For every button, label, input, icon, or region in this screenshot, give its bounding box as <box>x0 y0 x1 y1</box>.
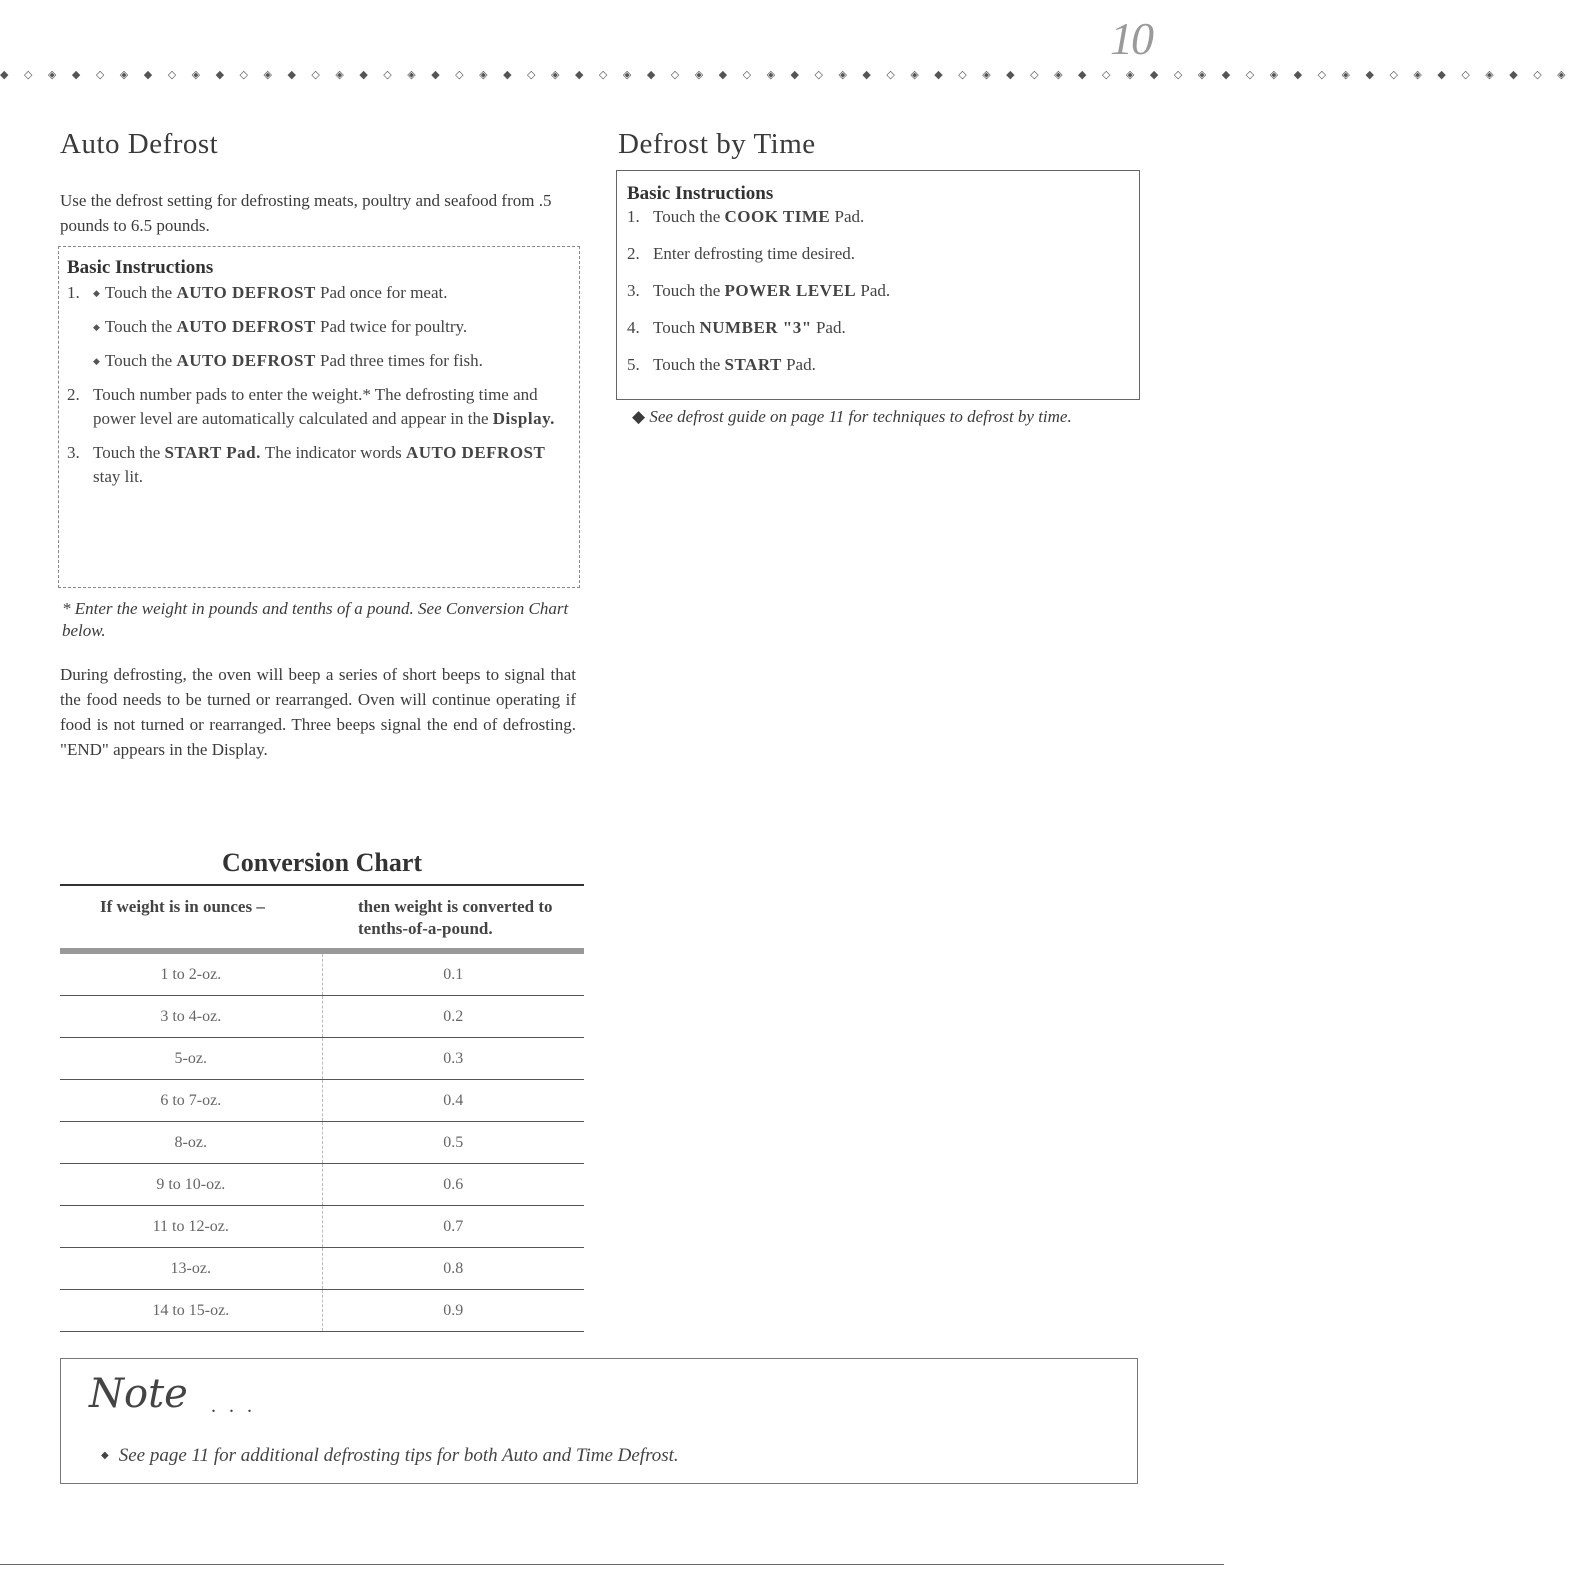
step-number: 4. <box>627 318 640 337</box>
auto-defrost-step-3 <box>67 441 569 489</box>
step-body <box>653 353 816 377</box>
pounds-cell: 0.3 <box>322 1038 584 1080</box>
defrost-by-time-steps <box>627 205 1129 377</box>
pad-name: AUTO DEFROST <box>176 317 316 336</box>
step-text: Touch <box>653 318 700 337</box>
table-row <box>60 1038 584 1080</box>
table-row <box>60 1248 584 1290</box>
step-text: Touch the <box>104 351 177 370</box>
pad-name: START Pad. <box>164 443 261 462</box>
pounds-cell: 0.6 <box>322 1164 584 1206</box>
pad-name: AUTO DEFROST <box>176 351 316 370</box>
note-box <box>60 1358 1138 1484</box>
table-row <box>60 951 584 996</box>
auto-defrost-instructions-box <box>58 246 580 588</box>
note-dots: . . . <box>211 1395 256 1417</box>
auto-defrost-step-2 <box>67 383 569 431</box>
defrost-by-time-instructions-box <box>616 170 1140 400</box>
step-text: Touch the <box>104 317 177 336</box>
step-number: 2. <box>67 385 80 404</box>
step-number: 5. <box>627 355 640 374</box>
step-text: Pad three times for fish. <box>315 351 483 370</box>
ounces-cell: 9 to 10-oz. <box>60 1164 322 1206</box>
page-number: 10 <box>1110 13 1152 64</box>
pad-name: COOK TIME <box>724 207 831 226</box>
step-text: stay lit. <box>93 467 144 486</box>
step-text: Pad. <box>830 207 865 226</box>
step-number: 3. <box>67 443 80 462</box>
conversion-header-pounds: then weight is converted to tenths-of-a-pound. <box>322 885 584 951</box>
step-body <box>93 441 569 489</box>
ounces-cell: 13-oz. <box>60 1248 322 1290</box>
defrost-by-time-step <box>627 205 1129 229</box>
bottom-rule <box>0 1564 1224 1565</box>
step-text: Pad once for meat. <box>315 283 448 302</box>
pad-name: POWER LEVEL <box>724 281 857 300</box>
step-text: Touch the <box>104 283 177 302</box>
table-row <box>60 996 584 1038</box>
defrost-by-time-step <box>627 279 1129 303</box>
auto-defrost-title: Auto Defrost <box>60 128 219 160</box>
pounds-cell: 0.8 <box>322 1248 584 1290</box>
conversion-chart-header-row <box>60 885 584 951</box>
conversion-chart-title: Conversion Chart <box>221 848 423 877</box>
ounces-cell: 6 to 7-oz. <box>60 1080 322 1122</box>
step-body <box>93 383 569 431</box>
step-text: The indicator words <box>260 443 406 462</box>
step-body <box>653 316 846 340</box>
step-text: Touch the <box>93 443 165 462</box>
pounds-cell: 0.7 <box>322 1206 584 1248</box>
step-text: Pad. <box>781 355 816 374</box>
conversion-chart-table <box>60 884 584 1332</box>
step-body <box>93 281 483 373</box>
defrost-by-time-box-title: Basic Instructions <box>627 183 774 204</box>
conversion-chart-body <box>60 951 584 1332</box>
step-body <box>653 242 855 266</box>
auto-defrost-steps <box>67 281 569 489</box>
table-row <box>60 1164 584 1206</box>
defrost-by-time-title: Defrost by Time <box>618 128 816 160</box>
defrost-by-time-step <box>627 353 1129 377</box>
step-text: Touch number pads to enter the weight.* The defrosting time and power level are automatically calculated and appear in the <box>93 385 538 428</box>
pounds-cell: 0.9 <box>322 1290 584 1332</box>
ounces-cell: 1 to 2-oz. <box>60 951 322 996</box>
pad-name: AUTO DEFROST <box>176 283 316 302</box>
pounds-cell: 0.2 <box>322 996 584 1038</box>
step-body <box>653 205 864 229</box>
step-text: Pad twice for poultry. <box>315 317 468 336</box>
ounces-cell: 3 to 4-oz. <box>60 996 322 1038</box>
table-row <box>60 1290 584 1332</box>
ounces-cell: 5-oz. <box>60 1038 322 1080</box>
step-text: Touch the <box>653 355 725 374</box>
display-label: Display. <box>492 409 555 428</box>
step-number: 2. <box>627 244 640 263</box>
during-defrosting-text: During defrosting, the oven will beep a series of short beeps to signal that the food needs to be turned or rearranged. Oven will continue operating if food is not turned or rearranged. Three beeps signal the end of defrosting. "END" appears in the Display. <box>60 665 576 759</box>
pad-name: NUMBER "3" <box>699 318 812 337</box>
step-text: Touch the <box>653 207 725 226</box>
step-text: Pad. <box>811 318 846 337</box>
header-ornament: ◆ ◇ ◈ ◆ ◇ ◈ ◆ ◇ ◈ ◆ ◇ ◈ ◆ ◇ ◈ ◆ ◇ ◈ ◆ ◇ ◈ ◆ ◇ ◈ ◆ ◇ ◈ ◆ ◇ ◈ ◆ ◇ ◈ ◆ ◇ ◈ ◆ ◇ ◈ ◆ ◇ ◈ ◆ ◇ ◈ ◆ ◇ ◈ ◆ ◇ ◈ ◆ ◇ ◈ ◆ ◇ ◈ ◆ ◇ ◈ ◆ ◇ ◈ ◆ ◇ ◈ <box>0 68 1572 81</box>
note-label: Note <box>89 1371 188 1417</box>
auto-defrost-box-title: Basic Instructions <box>67 257 214 278</box>
step-text: Pad. <box>856 281 891 300</box>
ounces-cell: 11 to 12-oz. <box>60 1206 322 1248</box>
step-number: 1. <box>627 207 640 226</box>
note-text: ◆ See page 11 for additional defrosting tips for both Auto and Time Defrost. <box>101 1445 679 1467</box>
pounds-cell: 0.4 <box>322 1080 584 1122</box>
pounds-cell: 0.5 <box>322 1122 584 1164</box>
table-row <box>60 1080 584 1122</box>
conversion-header-ounces: If weight is in ounces – <box>60 885 322 951</box>
auto-defrost-intro: Use the defrost setting for defrosting meats, poultry and seafood from .5 pounds to 6.5 pounds. <box>60 191 552 235</box>
step-text: Enter defrosting time desired. <box>653 244 856 263</box>
auto-defrost-step-1 <box>67 281 569 373</box>
defrost-by-time-step <box>627 316 1129 340</box>
ounces-cell: 8-oz. <box>60 1122 322 1164</box>
pounds-cell: 0.1 <box>322 951 584 996</box>
step-number: 3. <box>627 281 640 300</box>
step-body <box>653 279 890 303</box>
step-1-fish <box>93 349 483 373</box>
step-1-poultry <box>93 315 483 339</box>
step-1-meat <box>93 281 483 305</box>
defrost-by-time-step <box>627 242 1129 266</box>
indicator-words: AUTO DEFROST <box>405 443 546 462</box>
table-row <box>60 1206 584 1248</box>
ounces-cell: 14 to 15-oz. <box>60 1290 322 1332</box>
step-number: 1. <box>67 283 80 302</box>
weight-footnote: * Enter the weight in pounds and tenths of a pound. See Conversion Chart below. <box>62 599 569 640</box>
table-row <box>60 1122 584 1164</box>
step-text: Touch the <box>653 281 725 300</box>
pad-name: START <box>724 355 782 374</box>
defrost-by-time-tip: ◆ See defrost guide on page 11 for techniques to defrost by time. <box>632 407 1072 426</box>
